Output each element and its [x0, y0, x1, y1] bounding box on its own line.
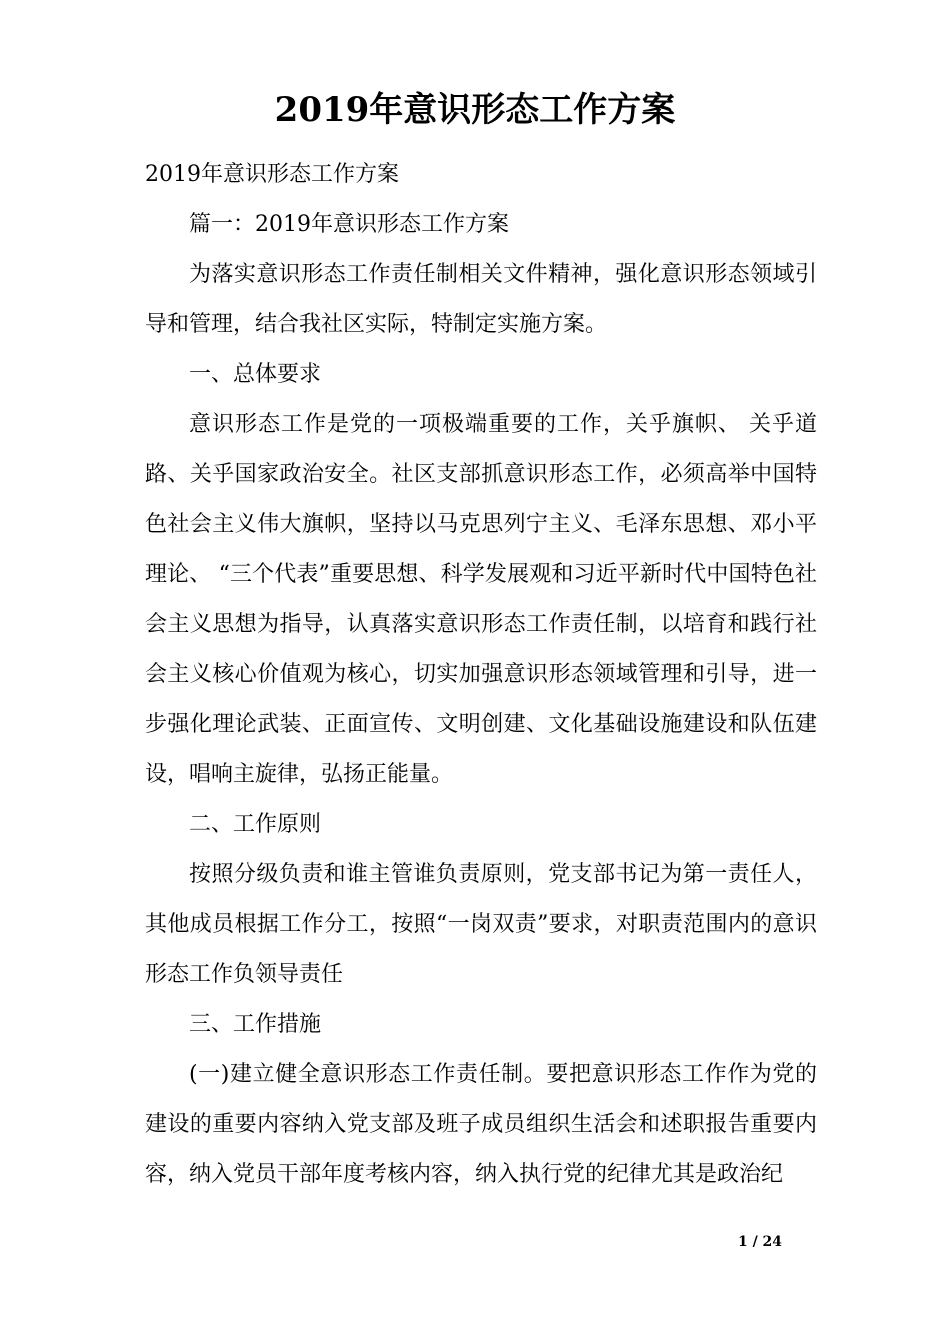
intro-paragraph: 为落实意识形态工作责任制相关文件精神，强化意识形态领域引导和管理，结合我社区实际，特制定实施方案。	[145, 262, 817, 337]
section-heading-1: 一、总体要求	[189, 362, 322, 387]
section-paragraph-1: 意识形态工作是党的一项极端重要的工作，关乎旗帜、 关乎道路、关乎国家政治安全。社区支部抓意识形态工作，必须高举中国特色社会主义伟大旗帜，坚持以马克思列宁主义、毛泽东思想、邓小平理论、 “三个代表”重要思想、科学发展观和习近平新时代中国特色社会主义思想为指导，认真落实意识形态工作责任制，以培育和践行社会主义核心价值观为核心，切实加强意识形态领域管理和引导，进一步强化理论武装、正面宣传、文明创建、文化基础设施建设和队伍建设，唱响主旋律，弘扬正能量。	[145, 412, 817, 787]
document-title: 2019年意识形态工作方案	[274, 90, 676, 130]
document-body	[145, 150, 817, 1200]
section-paragraph-3: (一)建立健全意识形态工作责任制。要把意识形态工作作为党的建设的重要内容纳入党支部及班子成员组织生活会和述职报告重要内容，纳入党员干部年度考核内容，纳入执行党的纪律尤其是政治纪	[145, 1062, 817, 1187]
section-heading-3: 三、工作措施	[189, 1012, 322, 1037]
section-paragraph-2: 按照分级负责和谁主管谁负责原则，党支部书记为第一责任人，其他成员根据工作分工，按照“一岗双责”要求，对职责范围内的意识形态工作负领导责任	[145, 862, 817, 987]
subtitle-paragraph: 2019年意识形态工作方案	[145, 162, 399, 187]
page-number: 1 / 24	[737, 1234, 783, 1250]
section-heading-2: 二、工作原则	[189, 812, 322, 837]
chapter-heading: 篇一：2019年意识形态工作方案	[189, 212, 509, 237]
